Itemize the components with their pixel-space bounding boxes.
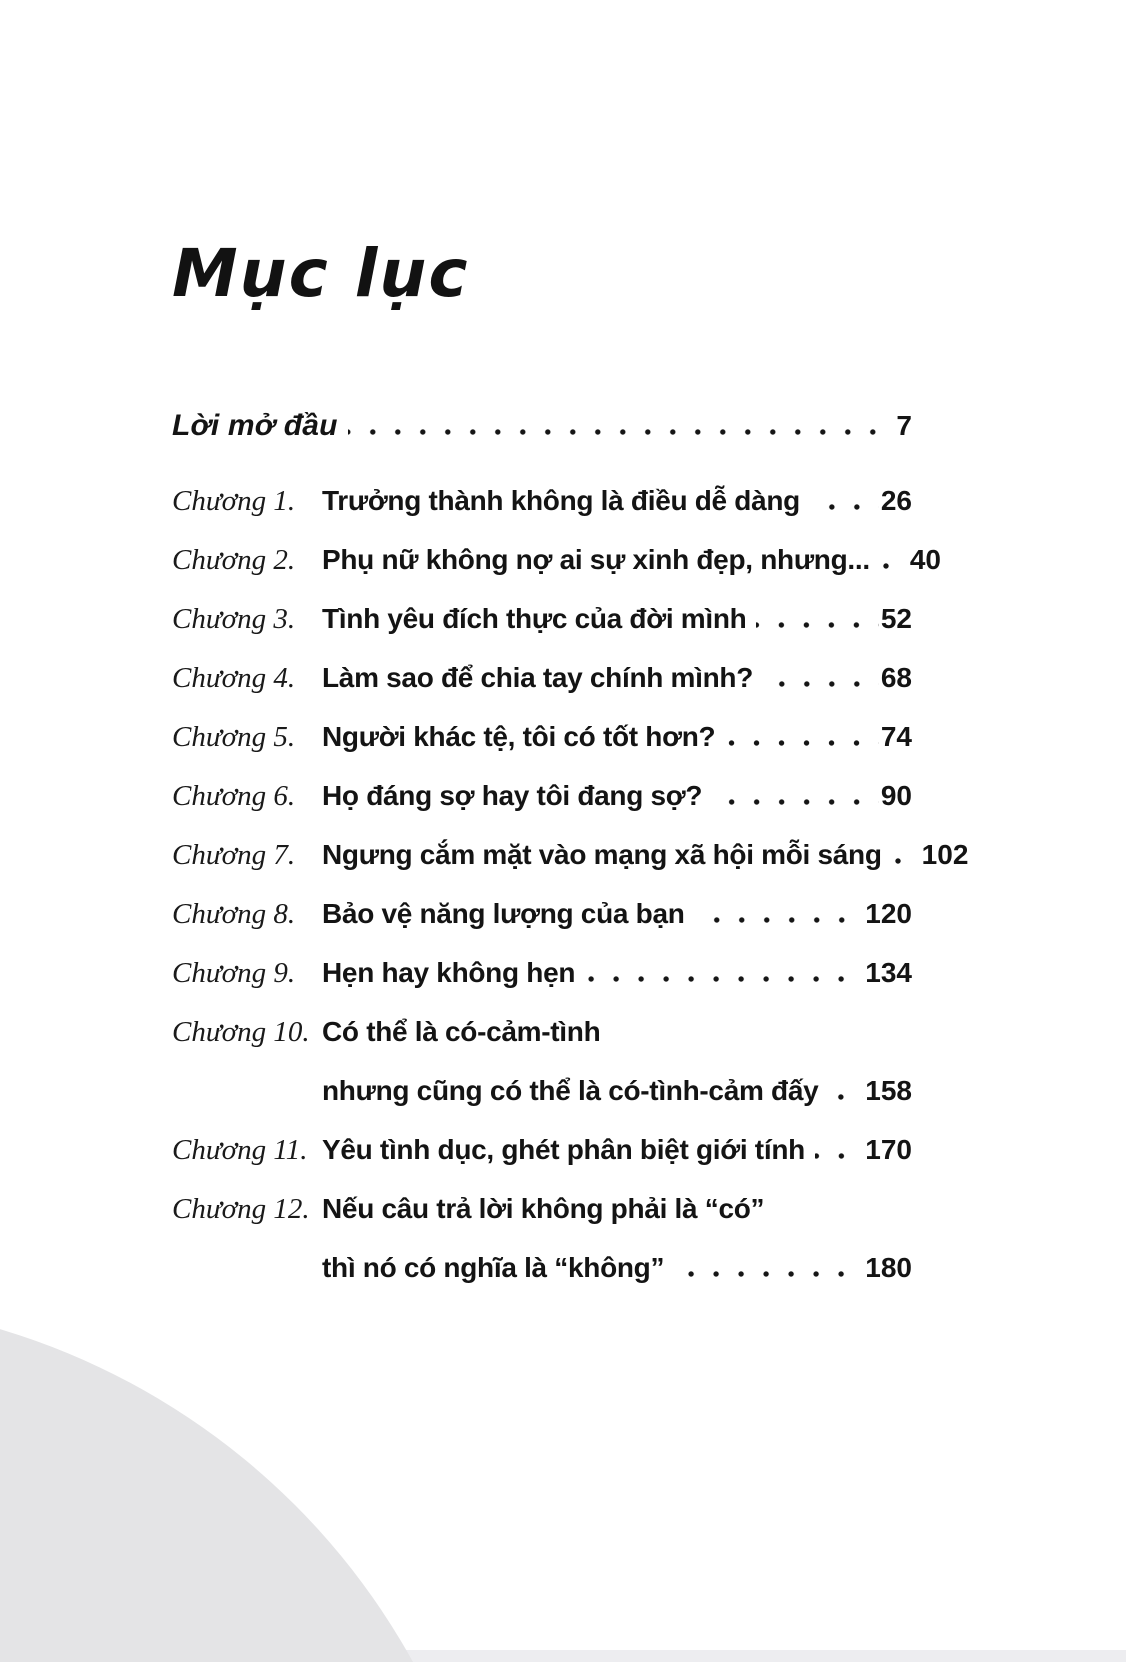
chapter-title: Nếu câu trả lời không phải là “có”	[322, 1192, 765, 1224]
toc-entry-chapter-8	[172, 895, 912, 954]
dot-leader	[712, 797, 879, 805]
chapter-page-number: 158	[865, 1074, 912, 1106]
dot-leader	[815, 1151, 863, 1159]
chapter-line	[322, 541, 941, 578]
toc-entry-chapter-11	[172, 1131, 912, 1190]
chapter-label: Chương 11.	[172, 1133, 308, 1166]
chapter-label: Chương 1.	[172, 484, 296, 517]
chapter-body	[322, 1190, 912, 1308]
page-title: Mục lục	[172, 235, 470, 312]
chapter-line	[322, 659, 912, 696]
dot-leader	[892, 856, 920, 864]
dot-leader	[585, 974, 863, 982]
chapter-title: Người khác tệ, tôi có tốt hơn?	[322, 720, 716, 752]
chapter-title-continued: thì nó có nghĩa là “không”	[322, 1251, 665, 1283]
chapter-label: Chương 5.	[172, 720, 296, 753]
chapter-page-number: 40	[909, 543, 941, 575]
chapter-title: Trưởng thành không là điều dễ dàng	[322, 484, 800, 516]
chapter-page-number: 170	[865, 1133, 912, 1165]
chapter-page-number: 180	[865, 1251, 912, 1283]
chapter-page-number: 52	[880, 602, 912, 634]
chapter-line	[322, 836, 969, 873]
chapter-line-continued	[322, 1072, 912, 1109]
toc-entry-chapter-12	[172, 1190, 912, 1308]
chapter-page-number: 68	[880, 661, 912, 693]
toc-entry-chapter-2	[172, 541, 941, 600]
toc-entry-preface	[172, 407, 912, 444]
chapter-title: Phụ nữ không nợ ai sự xinh đẹp, nhưng...	[322, 543, 870, 575]
corner-decoration-circle	[0, 1300, 500, 1662]
dot-leader	[880, 561, 908, 569]
chapter-page-number: 26	[880, 484, 912, 516]
chapter-line-continued	[322, 1249, 912, 1286]
chapter-page-number: 134	[865, 956, 912, 988]
chapter-body	[322, 1013, 912, 1131]
chapter-label: Chương 8.	[172, 897, 296, 930]
chapter-page-number: 120	[865, 897, 912, 929]
toc-entry-chapter-3	[172, 600, 912, 659]
chapter-title-continued: nhưng cũng có thể là có-tình-cảm đấy	[322, 1074, 819, 1106]
chapter-label: Chương 12.	[172, 1192, 310, 1225]
chapter-line	[322, 718, 912, 755]
toc-entry-chapter-1	[172, 482, 912, 541]
chapter-title: Bảo vệ năng lượng của bạn	[322, 897, 685, 929]
toc-entry-chapter-9	[172, 954, 912, 1013]
dot-leader	[695, 915, 864, 923]
chapter-line	[322, 482, 912, 519]
toc-entry-chapter-10	[172, 1013, 912, 1131]
chapter-label: Chương 7.	[172, 838, 296, 871]
chapter-page-number: 74	[880, 720, 912, 752]
chapter-label: Chương 4.	[172, 661, 296, 694]
chapter-title: Hẹn hay không hẹn	[322, 956, 576, 988]
chapter-line	[322, 777, 912, 814]
chapter-body	[322, 482, 912, 541]
toc-entry-chapter-7	[172, 836, 969, 895]
chapter-title: Có thể là có-cảm-tình	[322, 1015, 601, 1047]
dot-leader	[763, 679, 879, 687]
dot-leader	[756, 620, 878, 628]
chapter-line	[322, 600, 912, 637]
dot-leader	[725, 738, 879, 746]
dot-leader	[348, 427, 895, 435]
toc-entry-chapter-5	[172, 718, 912, 777]
chapter-body	[322, 541, 941, 600]
chapter-label: Chương 6.	[172, 779, 296, 812]
chapter-body	[322, 954, 912, 1013]
chapter-title: Làm sao để chia tay chính mình?	[322, 661, 754, 693]
chapter-body	[322, 659, 912, 718]
toc-content	[172, 235, 969, 1308]
dot-leader	[828, 1092, 863, 1100]
chapter-label: Chương 9.	[172, 956, 296, 989]
chapter-body	[322, 1131, 912, 1190]
toc-entry-chapter-4	[172, 659, 912, 718]
chapter-page-number: 102	[921, 838, 969, 870]
chapter-line	[322, 895, 912, 932]
chapter-line	[322, 954, 912, 991]
chapter-label: Chương 3.	[172, 602, 296, 635]
chapter-page-number: 90	[880, 779, 912, 811]
chapter-line	[322, 1131, 912, 1168]
chapter-title: Ngưng cắm mặt vào mạng xã hội mỗi sáng	[322, 838, 882, 870]
chapter-body	[322, 600, 912, 659]
chapter-body	[322, 895, 912, 954]
chapter-title: Yêu tình dục, ghét phân biệt giới tính	[322, 1133, 805, 1165]
dot-leader	[674, 1269, 863, 1277]
chapter-line	[322, 1013, 912, 1050]
preface-page-number: 7	[896, 409, 912, 441]
dot-leader	[810, 502, 879, 510]
chapter-body	[322, 777, 912, 836]
chapter-title: Tình yêu đích thực của đời mình	[322, 602, 747, 634]
chapter-body	[322, 718, 912, 777]
chapter-body	[322, 836, 969, 895]
chapter-title: Họ đáng sợ hay tôi đang sợ?	[322, 779, 703, 811]
chapter-label: Chương 2.	[172, 543, 296, 576]
chapter-line	[322, 1190, 912, 1227]
chapter-label: Chương 10.	[172, 1015, 310, 1048]
preface-label: Lời mở đầu	[172, 408, 338, 442]
toc-entry-chapter-6	[172, 777, 912, 836]
